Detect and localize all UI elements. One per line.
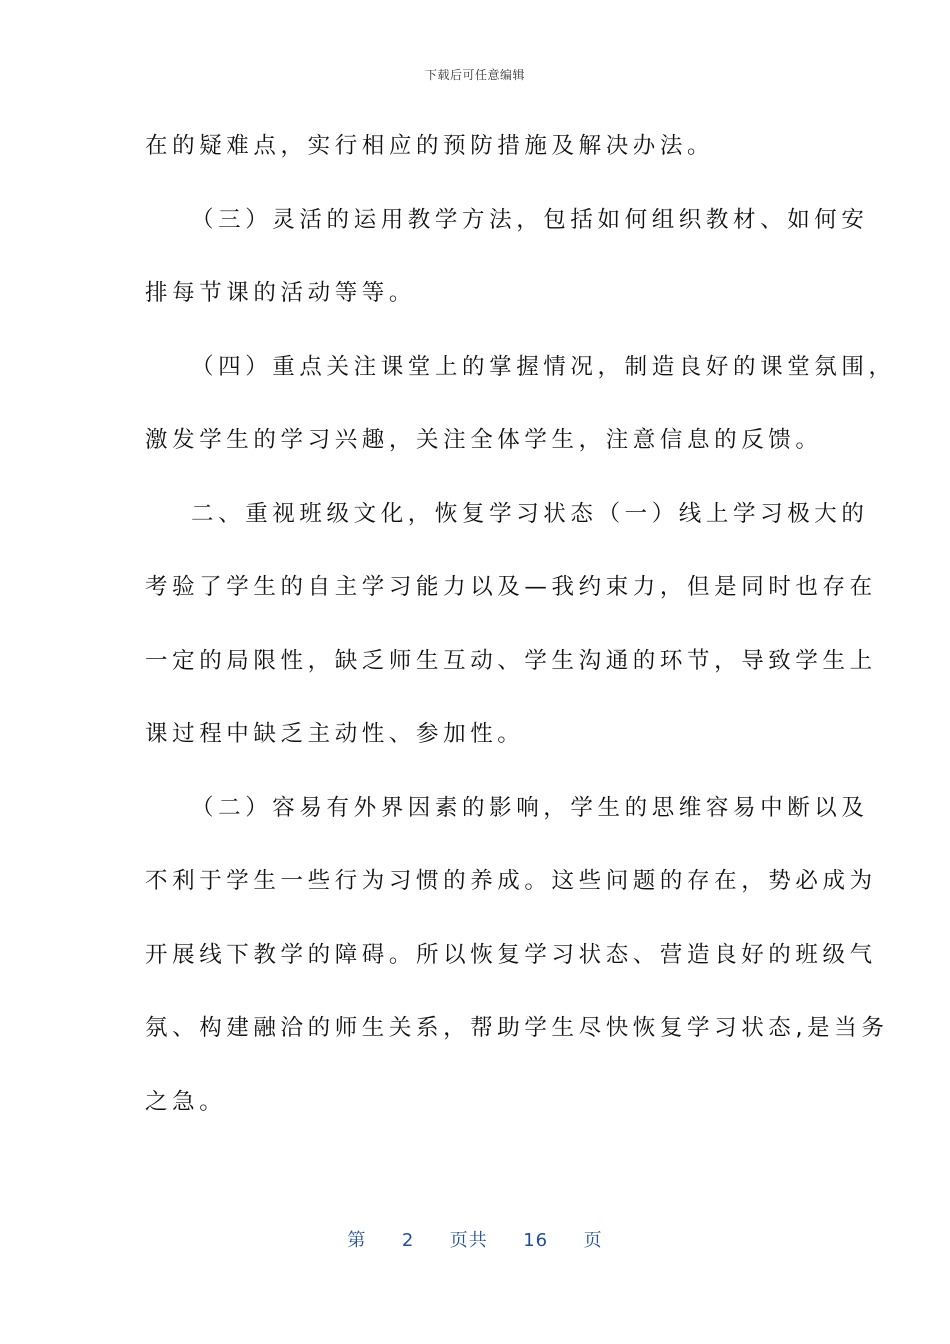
paragraph-line: 一定的局限性，缺乏师生互动、学生沟通的环节，导致学生上: [145, 647, 877, 674]
paragraph-line: 在的疑难点，实行相应的预防措施及解决办法。: [145, 133, 715, 159]
page-footer: [0, 1226, 950, 1252]
paragraph-line: （二）容易有外界因素的影响，学生的思维容易中断以及: [191, 794, 869, 821]
paragraph-line: 排每节课的活动等等。: [145, 280, 417, 306]
footer-suffix: 页: [583, 1230, 603, 1251]
paragraph-line: 之急。: [145, 1088, 227, 1115]
paragraph-line: 激发学生的学习兴趣，关注全体学生，注意信息的反馈。: [145, 427, 823, 453]
paragraph-line: 二、重视班级文化，恢复学习状态（一）线上学习极大的: [191, 500, 869, 527]
paragraph-line: 开展线下教学的障碍。所以恢复学习状态、营造良好的班级气: [145, 941, 877, 968]
paragraph-line: （三）灵活的运用教学方法，包括如何组织教材、如何安: [191, 206, 869, 233]
paragraph-line: 考验了学生的自主学习能力以及—我约束力，但是同时也存在: [145, 574, 877, 600]
paragraph-line: 不利于学生一些行为习惯的养成。这些问题的存在，势必成为: [145, 868, 877, 894]
footer-current-page: 2: [401, 1230, 415, 1251]
paragraph-line: （四）重点关注课堂上的掌握情况，制造良好的课堂氛围，: [191, 353, 896, 380]
page-header: 下载后可任意编辑: [424, 68, 525, 82]
footer-middle: 页共: [449, 1230, 488, 1251]
paragraph-line: 课过程中缺乏主动性、参加性。: [145, 721, 525, 747]
body-text: [145, 122, 896, 1151]
footer-total-pages: 16: [523, 1230, 549, 1251]
footer-prefix: 第: [347, 1230, 367, 1251]
paragraph-line: 氛、构建融洽的师生关系，帮助学生尽快恢复学习状态,是当务: [145, 1015, 889, 1041]
